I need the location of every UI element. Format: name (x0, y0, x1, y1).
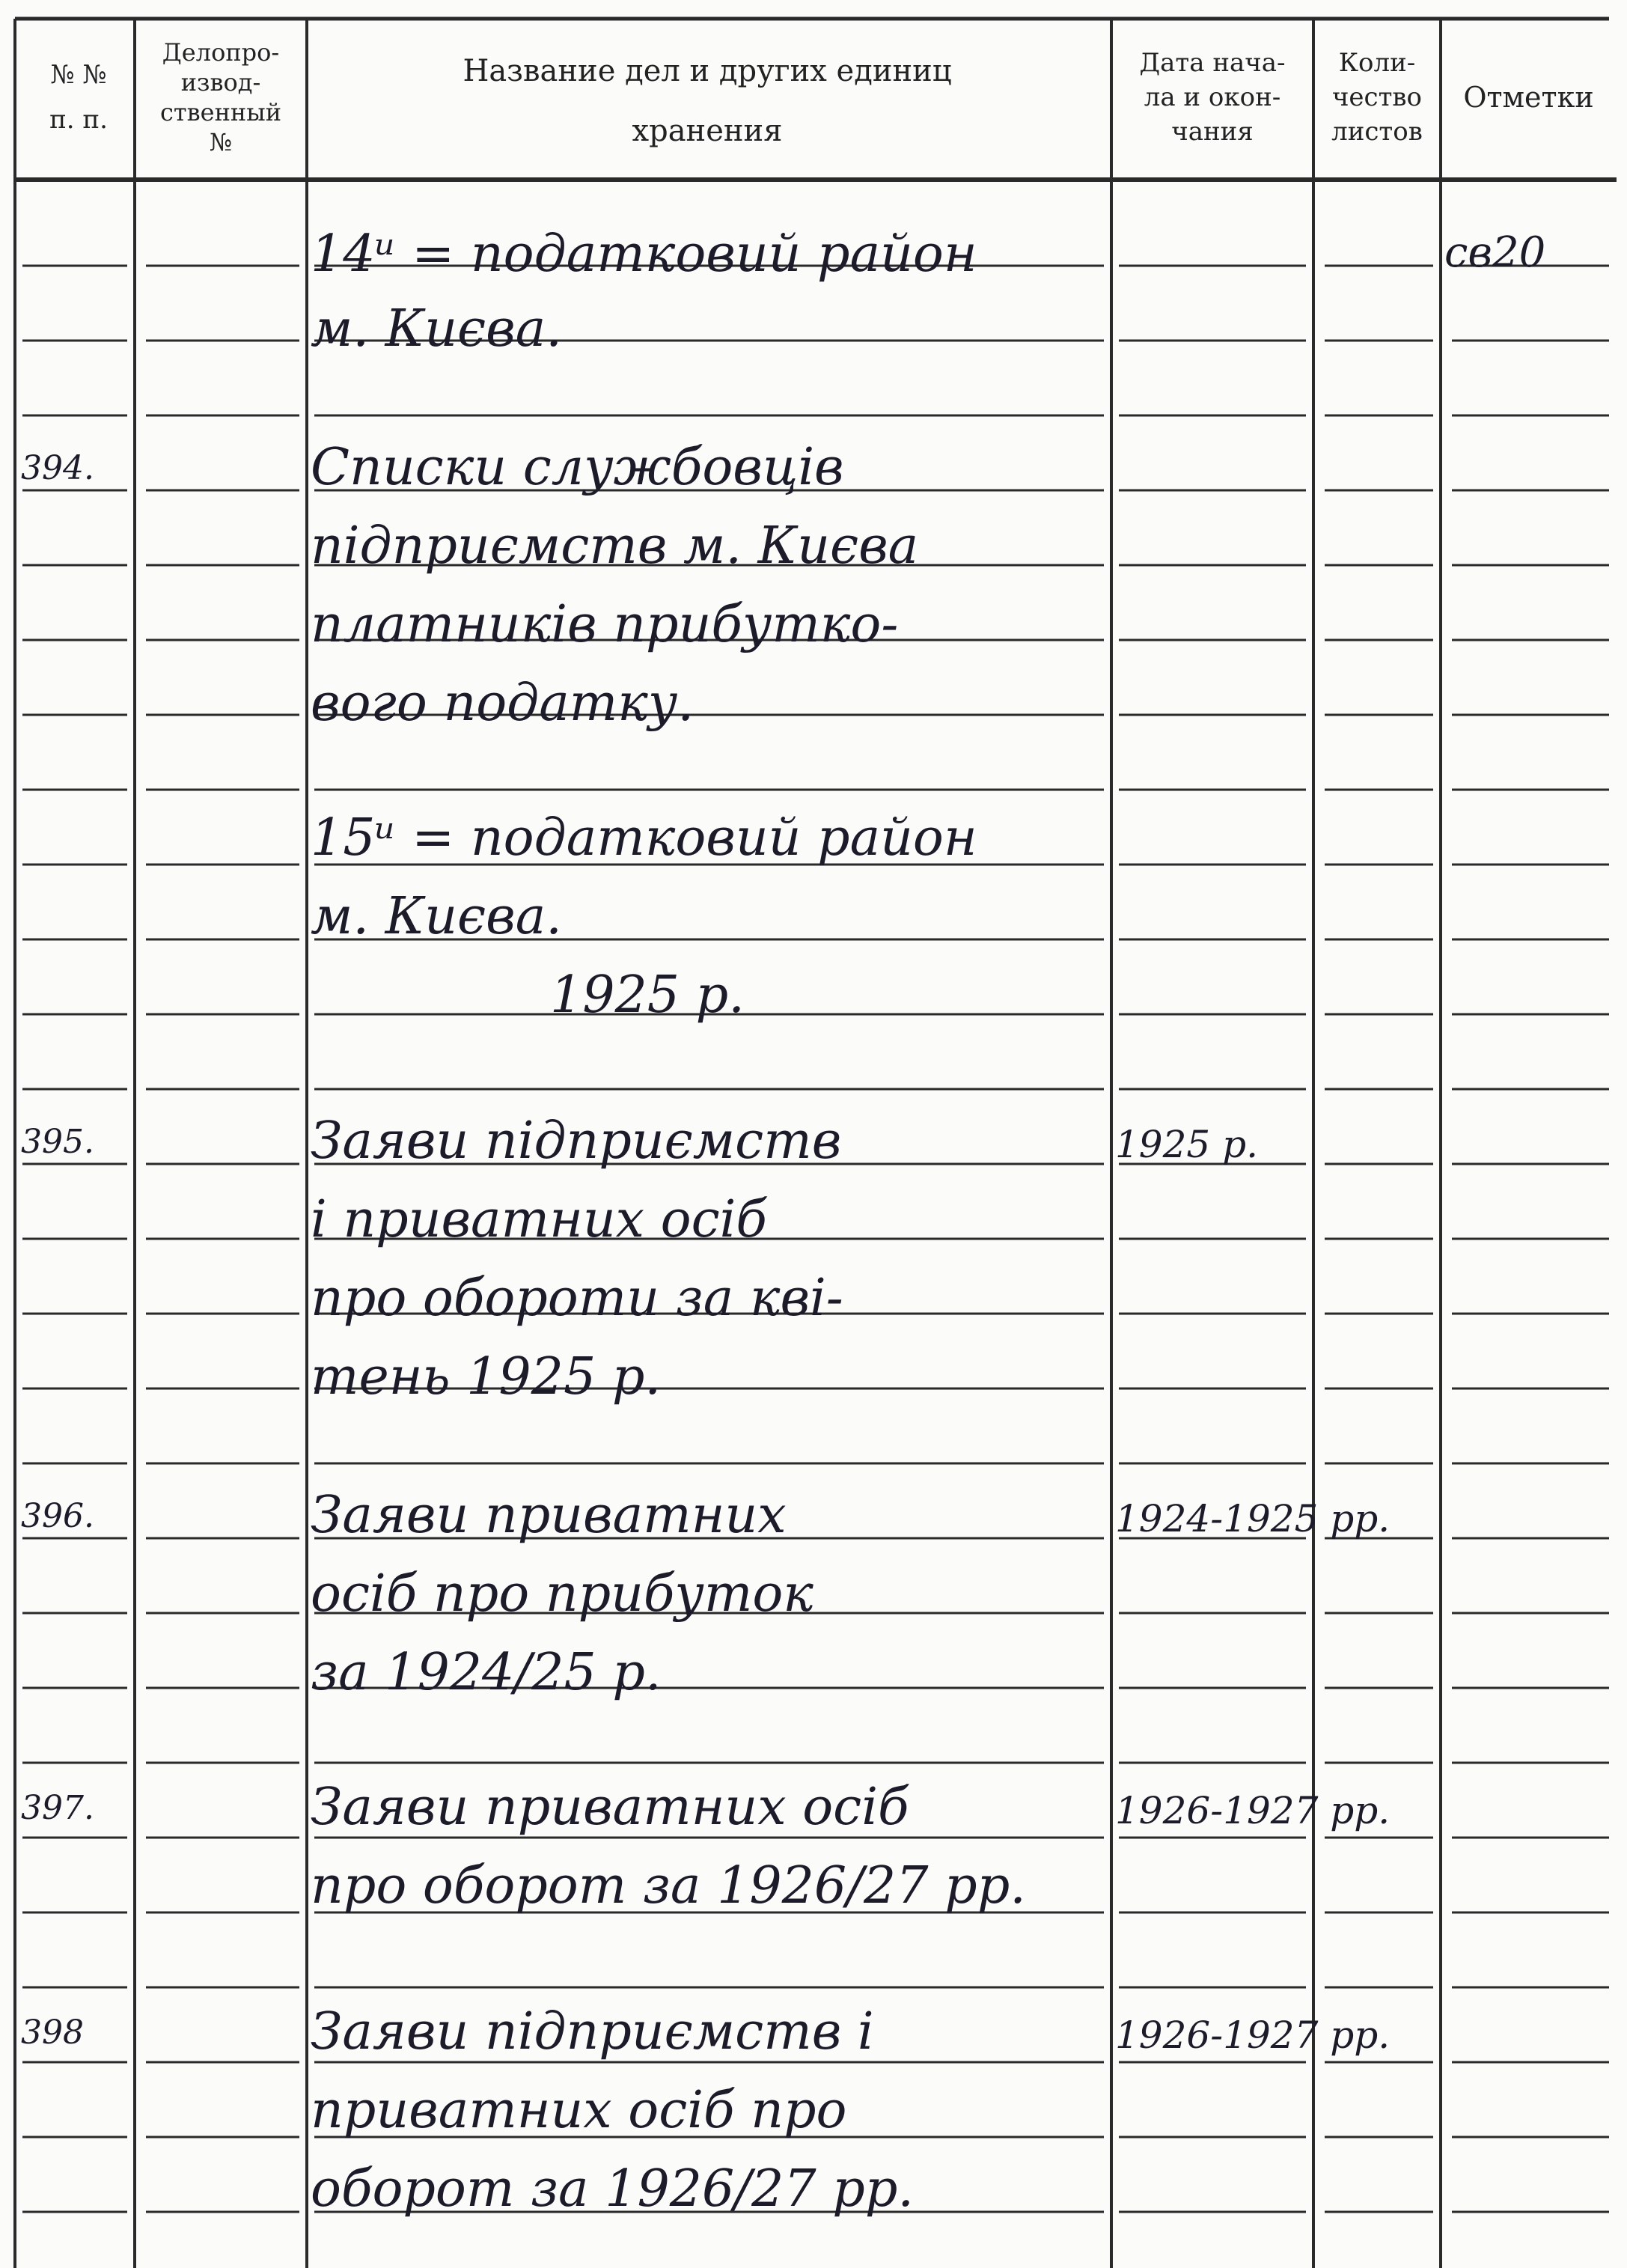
record-397-number: 397. (21, 1789, 94, 1827)
header-col-number: № № п. п. (49, 60, 108, 135)
record-398-dates: 1926-1927 рр. (1115, 2014, 1391, 2057)
record-394-title-1: Списки службовців (311, 438, 844, 497)
record-397-dates: 1926-1927 рр. (1115, 1789, 1391, 1832)
header-col-dates: Дата нача- ла и окон- чания (1139, 48, 1286, 147)
record-396-dates: 1924-1925 рр. (1115, 1497, 1391, 1540)
record-395-number: 395. (21, 1123, 94, 1161)
record-395-dates: 1925 р. (1115, 1123, 1259, 1166)
record-394-title-2: підприємств м. Києва (311, 516, 919, 576)
record-396-title-3: за 1924/25 р. (311, 1643, 662, 1702)
record-398-number: 398 (21, 2014, 84, 2052)
section-15-year: 1925 р. (550, 966, 745, 1025)
section-14-remark: св20 (1444, 228, 1546, 277)
record-398-title-1: Заяви підприємств і (311, 2002, 874, 2061)
header-col-office-number: Делопро- извод- ственный № (159, 38, 282, 156)
section-15-line-1: 15ᵘ = податковий район (311, 808, 977, 868)
record-397-title-1: Заяви приватних осіб (311, 1778, 909, 1837)
section-15-line-2: м. Києва. (311, 887, 562, 946)
record-394-title-3: платників прибутко- (311, 595, 899, 654)
section-14-line-1: 14ᵘ = податковий район (311, 225, 977, 284)
record-398-title-2: приватних осіб про (311, 2081, 847, 2140)
record-396-title-2: осіб про прибуток (311, 1564, 814, 1624)
record-394-number: 394. (21, 449, 94, 487)
record-395-title-1: Заяви підприємств (311, 1112, 842, 1171)
record-397-title-2: про оборот за 1926/27 рр. (311, 1856, 1026, 1915)
header-col-remarks: Отметки (1463, 81, 1594, 114)
record-394-title-4: вого податку. (311, 674, 694, 733)
record-395-title-4: тень 1925 р. (311, 1347, 661, 1406)
header-col-title: Название дел и других единиц хранения (463, 54, 952, 148)
record-395-title-2: і приватних осіб (311, 1190, 767, 1249)
section-14-line-2: м. Києва. (311, 299, 562, 359)
record-395-title-3: про обороти за кві- (311, 1269, 843, 1328)
record-396-title-1: Заяви приватних (311, 1486, 787, 1545)
record-396-number: 396. (21, 1497, 94, 1535)
record-398-title-3: оборот за 1926/27 рр. (311, 2159, 914, 2219)
header-col-sheets: Коли- чество листов (1331, 48, 1423, 147)
